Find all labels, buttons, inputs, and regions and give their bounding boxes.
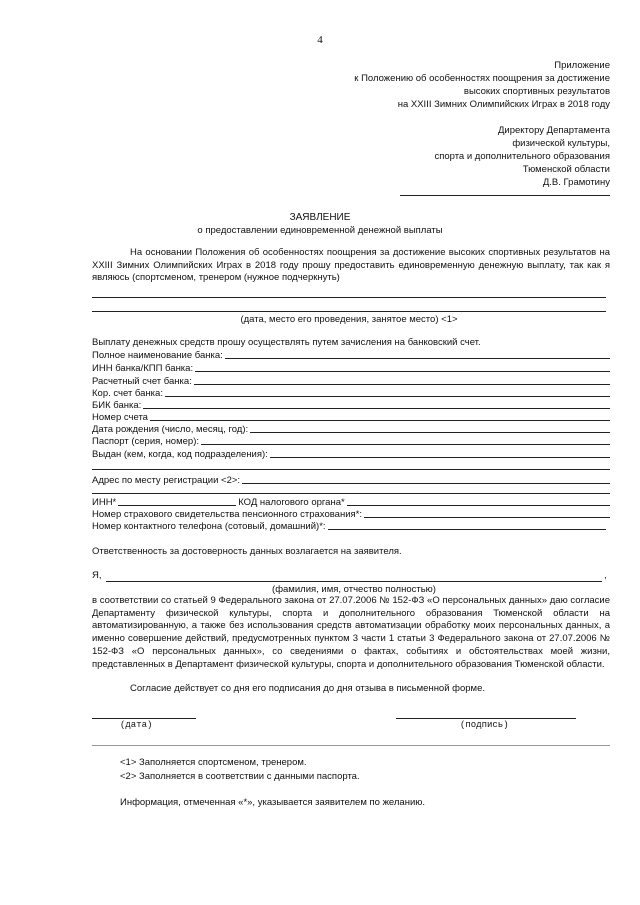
applicant-name-line[interactable] bbox=[400, 195, 610, 196]
phone-label: Номер контактного телефона (сотовый, домашний)*: bbox=[92, 521, 326, 532]
appendix-line: Приложение bbox=[554, 60, 610, 71]
event-line-1[interactable] bbox=[92, 297, 606, 298]
addressee-line: спорта и дополнительного образования bbox=[434, 151, 610, 162]
consent-valid-text: Согласие действует со дня его подписания до дня отзыва в письменной форме. bbox=[130, 683, 486, 694]
inn-input-line[interactable] bbox=[118, 505, 236, 506]
fio-caption: (фамилия, имя, отчество полностью) bbox=[272, 584, 436, 595]
addressee-line: Тюменской области bbox=[522, 164, 610, 175]
intro-paragraph: На основании Положения об особенностях поощрения за достижение высоких спортивных результатов на XXIII Зимних Олимпийских Играх в 2018 году прошу предоставить единовременную денежную выплату, так как я являюсь (спортсменом, тренером (нужное подчеркнуть) bbox=[92, 247, 610, 284]
addressee-line: Д.В. Грамотину bbox=[542, 177, 610, 188]
corr-account-field[interactable] bbox=[92, 387, 610, 399]
bank-name-label: Полное наименование банка: bbox=[92, 350, 223, 361]
issued-by-extra-line[interactable] bbox=[92, 469, 610, 470]
fio-line[interactable] bbox=[106, 581, 602, 582]
addressee-line: физической культуры, bbox=[512, 138, 610, 149]
corr-account-label: Кор. счет банка: bbox=[92, 388, 163, 399]
appendix-line: на XXIII Зимних Олимпийских Играх в 2018 году bbox=[397, 99, 610, 110]
address-label: Адрес по месту регистрации <2>: bbox=[92, 475, 241, 486]
inn-kpp-label: ИНН банка/КПП банка: bbox=[92, 363, 194, 374]
address-extra-line[interactable] bbox=[92, 493, 610, 494]
footnote-2: <2> Заполняется в соответствии с данными паспорта. bbox=[120, 771, 360, 782]
bik-label: БИК банка: bbox=[92, 400, 142, 411]
fio-comma: , bbox=[604, 570, 607, 581]
account-number-label: Номер счета bbox=[92, 412, 148, 423]
tax-code-label: КОД налогового органа* bbox=[238, 497, 345, 508]
account-field[interactable] bbox=[92, 375, 610, 387]
date-line[interactable] bbox=[92, 718, 196, 719]
appendix-line: к Положению об особенностях поощрения за достижение bbox=[354, 73, 610, 84]
info-note: Информация, отмеченная «*», указывается заявителем по желанию. bbox=[120, 797, 426, 808]
passport-label: Паспорт (серия, номер): bbox=[92, 436, 199, 447]
payment-intro: Выплату денежных средств прошу осуществлять путем зачисления на банковский счет. bbox=[92, 337, 481, 348]
bik-field[interactable] bbox=[92, 399, 610, 411]
issued-by-label: Выдан (кем, когда, код подразделения): bbox=[92, 449, 268, 460]
page-number: 4 bbox=[317, 34, 323, 46]
signature-line[interactable] bbox=[396, 718, 576, 719]
document-title: ЗАЯВЛЕНИЕ bbox=[289, 212, 351, 223]
birth-date-label: Дата рождения (число, месяц, год): bbox=[92, 424, 249, 435]
addressee-line: Директору Департамента bbox=[497, 125, 610, 136]
bank-name-field[interactable] bbox=[92, 349, 610, 361]
inn-label: ИНН* bbox=[92, 497, 117, 508]
snils-label: Номер страхового свидетельства пенсионного страхования*: bbox=[92, 509, 362, 520]
tax-code-input-line[interactable] bbox=[347, 505, 610, 506]
appendix-line: высоких спортивных результатов bbox=[463, 86, 610, 97]
account-label: Расчетный счет банка: bbox=[92, 376, 192, 387]
footnote-1: <1> Заполняется спортсменом, тренером. bbox=[120, 757, 307, 768]
document-subtitle: о предоставлении единовременной денежной выплаты bbox=[197, 225, 443, 236]
footnote-divider bbox=[92, 745, 610, 746]
address-field[interactable] bbox=[92, 474, 610, 486]
signature-caption: (подпись) bbox=[460, 720, 509, 730]
issued-by-field[interactable] bbox=[92, 448, 610, 460]
snils-field[interactable] bbox=[92, 508, 610, 520]
event-caption: (дата, место его проведения, занятое место) <1> bbox=[240, 314, 458, 325]
inn-kpp-field[interactable] bbox=[92, 362, 610, 374]
consent-paragraph: в соответствии со статьей 9 Федерального закона от 27.07.2006 № 152-ФЗ «О персональных данных» даю согласие Департаменту физической культуры, спорта и дополнительного образования Тюменской области на автоматизированную, а также без использования средств автоматизации обработку моих персональных данных, а именно совершение действий, предусмотренных пунктом 3 части 1 статьи 3 Федерального закона от 27.07.2006 № 152-ФЗ «О персональных данных», со сведениями о фактах, событиях и обстоятельствах моей жизни, представленных в Департамент физической культуры, спорта и дополнительного образования Тюменской области. bbox=[92, 595, 610, 670]
event-line-2[interactable] bbox=[92, 311, 606, 312]
passport-field[interactable] bbox=[92, 435, 610, 447]
account-number-field[interactable] bbox=[92, 411, 610, 423]
i-label: Я, bbox=[92, 570, 102, 581]
birth-date-field[interactable] bbox=[92, 423, 610, 435]
responsibility-text: Ответственность за достоверность данных возлагается на заявителя. bbox=[92, 546, 402, 557]
date-caption: (дата) bbox=[120, 720, 153, 730]
phone-field[interactable] bbox=[92, 520, 606, 532]
inn-row bbox=[92, 496, 610, 508]
